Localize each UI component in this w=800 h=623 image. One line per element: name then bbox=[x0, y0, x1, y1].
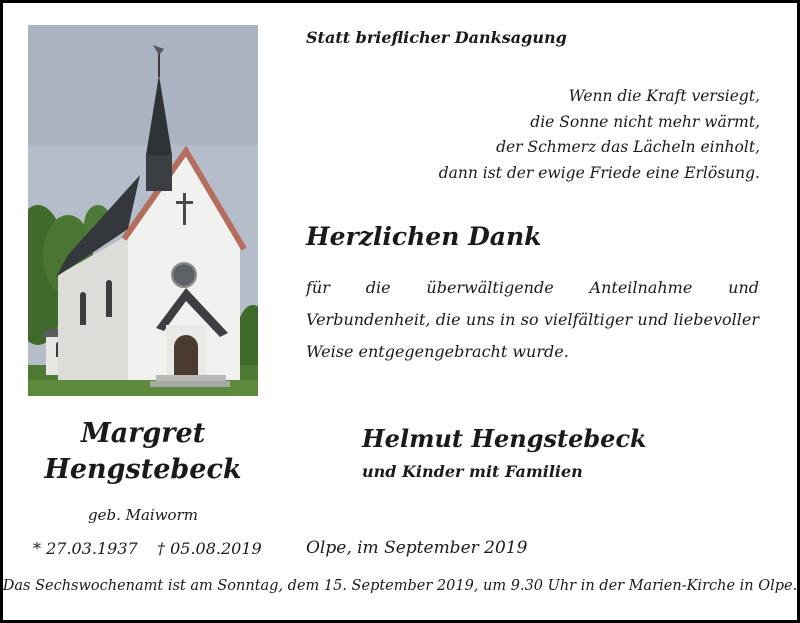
deceased-name bbox=[28, 416, 258, 488]
header-title: Statt brieflicher Danksagung bbox=[306, 28, 567, 47]
poem-line: dann ist der ewige Friede eine Erlösung. bbox=[438, 163, 760, 182]
thanks-body: für die überwältigende Anteilnahme und Verbundenheit, die uns in so vielfältiger und liebevoller Weise entgegengebracht wurde. bbox=[306, 278, 759, 361]
death-date: † 05.08.2019 bbox=[157, 539, 262, 558]
poem-line: der Schmerz das Lächeln einholt, bbox=[496, 138, 760, 156]
thanks-heading: Herzlichen Dank bbox=[306, 222, 542, 251]
poem bbox=[439, 84, 760, 186]
birth-date: * 27.03.1937 bbox=[33, 539, 138, 558]
poem-line: Wenn die Kraft versiegt, bbox=[568, 87, 760, 105]
family-name: Helmut Hengstebeck bbox=[362, 424, 647, 453]
poem-line: die Sonne nicht mehr wärmt, bbox=[530, 112, 760, 131]
deceased-first-name: Margret bbox=[80, 418, 206, 449]
place-date: Olpe, im September 2019 bbox=[306, 538, 528, 558]
deceased-last-name: Hengstebeck bbox=[44, 454, 242, 485]
church-photo bbox=[28, 25, 258, 396]
birth-name: geb. Maiworm bbox=[88, 506, 198, 524]
family-subtitle: und Kinder mit Familien bbox=[362, 462, 583, 481]
footer-note: Das Sechswochenamt ist am Sonntag, dem 15. September 2019, um 9.30 Uhr in der Marien-Kirche in Olpe. bbox=[2, 578, 798, 594]
